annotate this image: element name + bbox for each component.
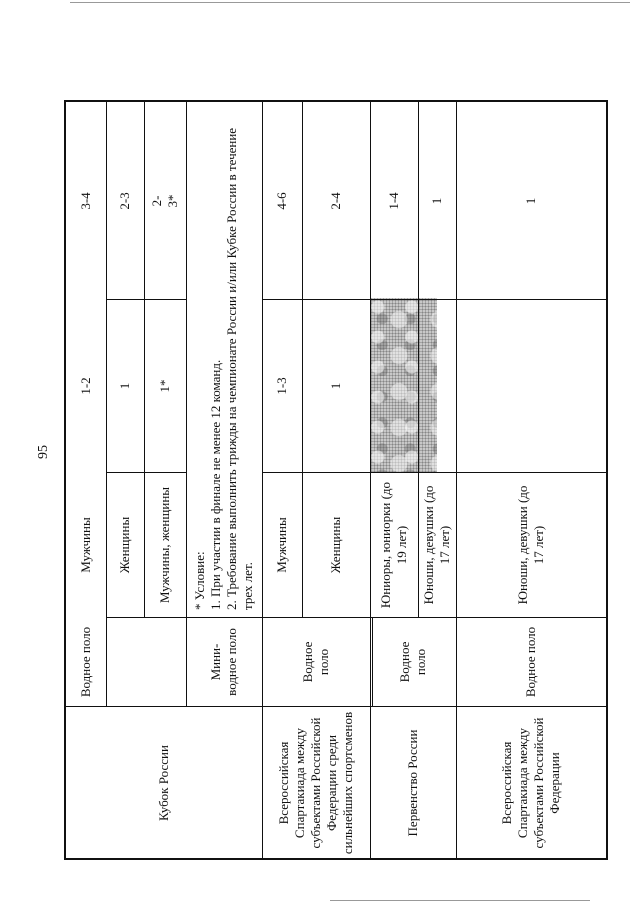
discipline-cell: [66, 617, 186, 707]
note-cell: [186, 102, 262, 617]
discipline-cell: [262, 617, 370, 707]
place-value: 4-6: [274, 191, 289, 210]
place-cell: [144, 299, 186, 472]
scan-artifact-bottom: [330, 900, 590, 901]
discipline-cell: [370, 617, 456, 707]
place-value: 1: [328, 382, 343, 389]
discipline-label: Водное поло: [78, 626, 93, 698]
discipline-label: Водное поло: [523, 626, 538, 698]
place-value: 1: [523, 197, 538, 204]
group-cell: [302, 472, 370, 617]
discipline-label: Мини-водное поло: [208, 628, 239, 696]
place-cell: [302, 299, 370, 472]
place-value: 1: [429, 197, 444, 204]
place-value: 1-2: [78, 376, 93, 395]
discipline-label: Водное поло: [300, 641, 331, 683]
group-label: Мужчины, женщины: [157, 486, 172, 603]
place-cell: [106, 299, 144, 472]
place-value: 2-3: [117, 191, 132, 210]
page-number: 95: [36, 445, 51, 459]
place-cell: [370, 102, 418, 299]
group-cell: [262, 472, 302, 617]
scan-artifact-top: [70, 2, 630, 3]
section-title: Всероссийская Спартакиада между субъектами Российской Федерации: [499, 717, 562, 848]
section-title: Кубок России: [156, 744, 171, 821]
place-cell: [66, 102, 106, 299]
discipline-cell: [456, 617, 606, 707]
section-title: Всероссийская Спартакиада между субъектами Российской Федерации среди сильнейших спортсменов: [276, 711, 355, 854]
group-label: Мужчины: [274, 516, 289, 573]
group-label: Женщины: [328, 516, 343, 573]
place-value: 1-3: [274, 376, 289, 395]
condition-note: * Условие: 1. При участии в финале не менее 12 команд. 2. Требование выполнить трижды на чемпионате России и/или Кубке России в течение трех лет.: [192, 127, 255, 610]
group-label: Мужчины: [78, 516, 93, 573]
place-cell: [144, 102, 186, 299]
place-cell: [262, 299, 302, 472]
group-label: Юноши, девушки (до 17 лет): [421, 485, 452, 604]
place-value: 1-4: [386, 191, 401, 210]
place-value: 3-4: [78, 191, 93, 210]
group-label: Юноши, девушки (до 17 лет): [515, 485, 546, 604]
group-label: Женщины: [117, 516, 132, 573]
group-label: Юниоры, юниорки (до 19 лет): [378, 481, 409, 608]
shaded-empty-cells: [371, 298, 437, 472]
group-cell: [144, 472, 186, 617]
place-value: 1*: [157, 379, 172, 392]
place-cell: [456, 102, 606, 299]
discipline-cell: [186, 617, 262, 707]
group-cell: [66, 472, 106, 617]
section-label-spartakiad: [456, 707, 606, 858]
discipline-label: Водное поло: [397, 641, 428, 683]
group-cell: [106, 472, 144, 617]
section-label-championship: [370, 707, 456, 858]
section-title: Первенство России: [405, 729, 420, 836]
place-cell: [302, 102, 370, 299]
ranking-table: [64, 100, 608, 860]
place-cell: [262, 102, 302, 299]
group-cell: [456, 472, 606, 617]
place-cell: [418, 102, 456, 299]
place-cell: [66, 299, 106, 472]
place-cell: [106, 102, 144, 299]
group-cell: [418, 472, 456, 617]
section-label-spartakiad-elite: [262, 707, 370, 858]
place-value: 2-4: [328, 191, 343, 210]
place-value: 1: [117, 382, 132, 389]
place-value: 2-3*: [149, 194, 180, 207]
section-label-cup: [66, 707, 262, 858]
group-cell: [370, 472, 418, 617]
